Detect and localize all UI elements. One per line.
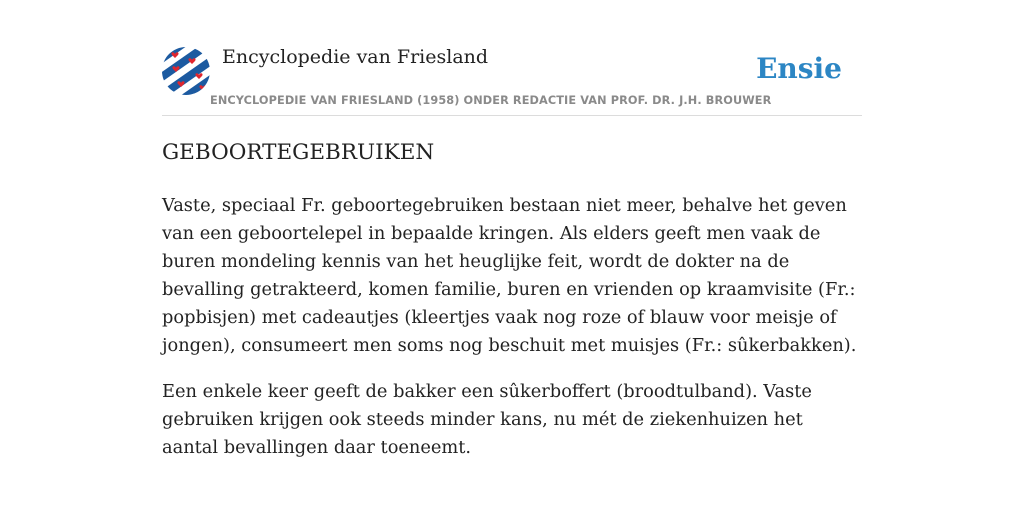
article-paragraph: Een enkele keer geeft de bakker een sûkerboffert (broodtulband). Vaste gebruiken krijgen ook steeds minder kans, nu mét de ziekenhuizen het aantal bevallingen daar toeneemt. bbox=[162, 381, 812, 458]
header-divider bbox=[162, 115, 862, 116]
site-title[interactable]: Encyclopedie van Friesland bbox=[222, 46, 489, 68]
page-title: GEBOORTEGEBRUIKEN bbox=[162, 140, 435, 165]
article-body bbox=[162, 192, 862, 480]
frisian-flag-circle-icon[interactable] bbox=[162, 47, 210, 95]
brand-logo[interactable]: Ensie bbox=[756, 52, 842, 85]
encyclopedia-subtitle: ENCYCLOPEDIE VAN FRIESLAND (1958) ONDER REDACTIE VAN PROF. DR. J.H. BROUWER bbox=[210, 94, 772, 107]
article-paragraph: Vaste, speciaal Fr. geboortegebruiken bestaan niet meer, behalve het geven van een geboortelepel in bepaalde kringen. Als elders geeft men vaak de buren mondeling kennis van het heuglijke feit, wordt de dokter na de bevalling getrakteerd, komen familie, buren en vrienden op kraamvisite (Fr.: popbisjen) met cadeautjes (kleertjes vaak nog roze of blauw voor meisje of jongen), consumeert men soms nog beschuit met muisjes (Fr.: sûkerbakken). bbox=[162, 195, 857, 356]
